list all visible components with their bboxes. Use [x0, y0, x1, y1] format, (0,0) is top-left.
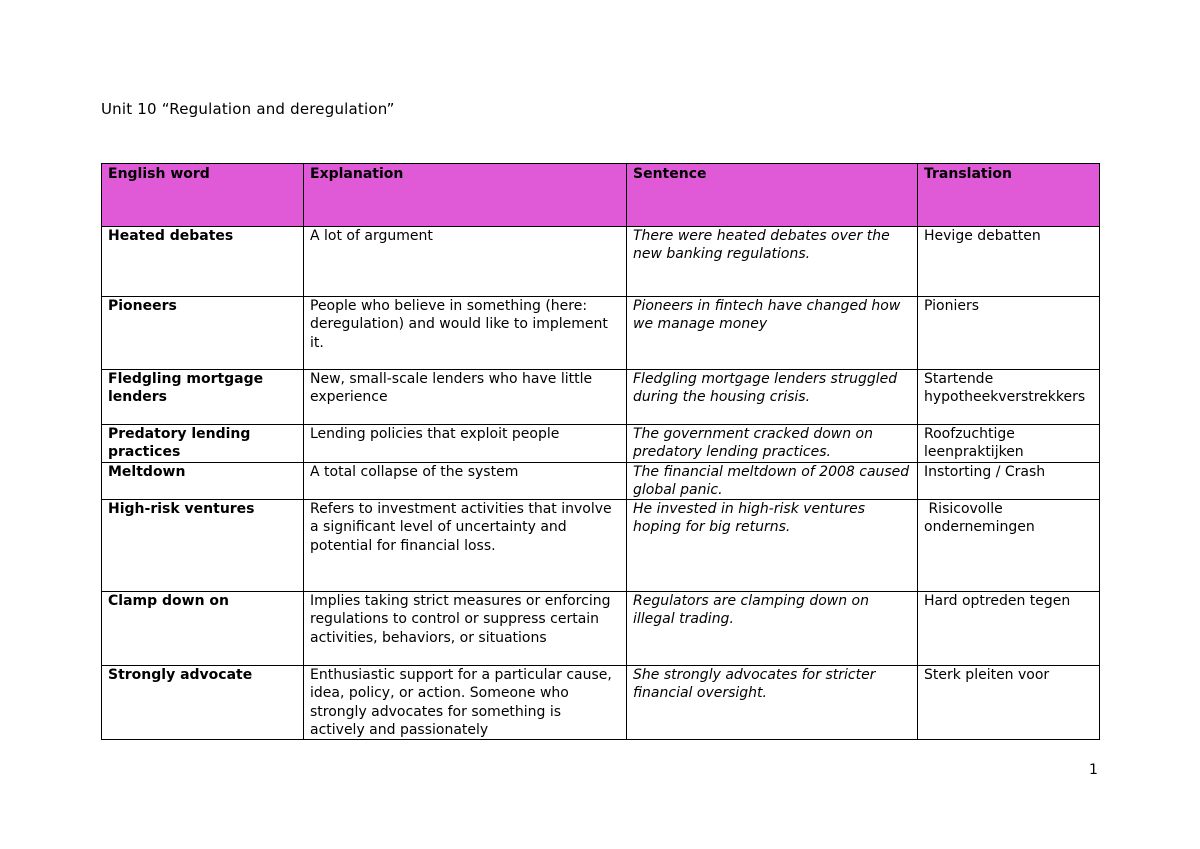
cell-sentence: He invested in high-risk ventures hoping for big returns.: [627, 500, 918, 592]
cell-sentence: She strongly advocates for stricter financial oversight.: [627, 666, 918, 740]
cell-word: High-risk ventures: [102, 500, 304, 592]
cell-explanation: A total collapse of the system: [304, 462, 627, 500]
cell-translation: Roofzuchtige leenpraktijken: [918, 425, 1100, 463]
column-header-sentence: Sentence: [627, 164, 918, 227]
cell-word: Strongly advocate: [102, 666, 304, 740]
table-row: [102, 370, 1100, 425]
table-row: [102, 500, 1100, 592]
vocabulary-table: [101, 163, 1100, 740]
table-row: [102, 462, 1100, 500]
cell-word: Fledgling mortgage lenders: [102, 370, 304, 425]
table-row: [102, 297, 1100, 370]
cell-explanation: People who believe in something (here: deregulation) and would like to implement it.: [304, 297, 627, 370]
cell-explanation: Implies taking strict measures or enforcing regulations to control or suppress certain activities, behaviors, or situations: [304, 592, 627, 666]
cell-translation: Risicovolle ondernemingen: [918, 500, 1100, 592]
cell-sentence: The government cracked down on predatory lending practices.: [627, 425, 918, 463]
cell-translation: Hard optreden tegen: [918, 592, 1100, 666]
cell-sentence: The financial meltdown of 2008 caused global panic.: [627, 462, 918, 500]
cell-sentence: Fledgling mortgage lenders struggled during the housing crisis.: [627, 370, 918, 425]
column-header-translation: Translation: [918, 164, 1100, 227]
cell-explanation: New, small-scale lenders who have little experience: [304, 370, 627, 425]
cell-word: Clamp down on: [102, 592, 304, 666]
table-row: [102, 425, 1100, 463]
page-number: 1: [1089, 762, 1098, 778]
cell-translation: Hevige debatten: [918, 227, 1100, 297]
cell-word: Meltdown: [102, 462, 304, 500]
table-row: [102, 592, 1100, 666]
cell-explanation: A lot of argument: [304, 227, 627, 297]
cell-translation: Pioniers: [918, 297, 1100, 370]
cell-word: Predatory lending practices: [102, 425, 304, 463]
cell-word: Pioneers: [102, 297, 304, 370]
cell-translation: Startende hypotheekverstrekkers: [918, 370, 1100, 425]
table-row: [102, 666, 1100, 740]
table-header-row: [102, 164, 1100, 227]
cell-sentence: Pioneers in fintech have changed how we manage money: [627, 297, 918, 370]
cell-explanation: Lending policies that exploit people: [304, 425, 627, 463]
table-row: [102, 227, 1100, 297]
column-header-english-word: English word: [102, 164, 304, 227]
cell-explanation: Refers to investment activities that involve a significant level of uncertainty and potential for financial loss.: [304, 500, 627, 592]
column-header-explanation: Explanation: [304, 164, 627, 227]
cell-sentence: There were heated debates over the new banking regulations.: [627, 227, 918, 297]
cell-translation: Sterk pleiten voor: [918, 666, 1100, 740]
page-title: Unit 10 “Regulation and deregulation”: [101, 100, 395, 118]
cell-explanation: Enthusiastic support for a particular cause, idea, policy, or action. Someone who strongly advocates for something is actively and passionately: [304, 666, 627, 740]
cell-translation: Instorting / Crash: [918, 462, 1100, 500]
cell-word: Heated debates: [102, 227, 304, 297]
cell-sentence: Regulators are clamping down on illegal trading.: [627, 592, 918, 666]
